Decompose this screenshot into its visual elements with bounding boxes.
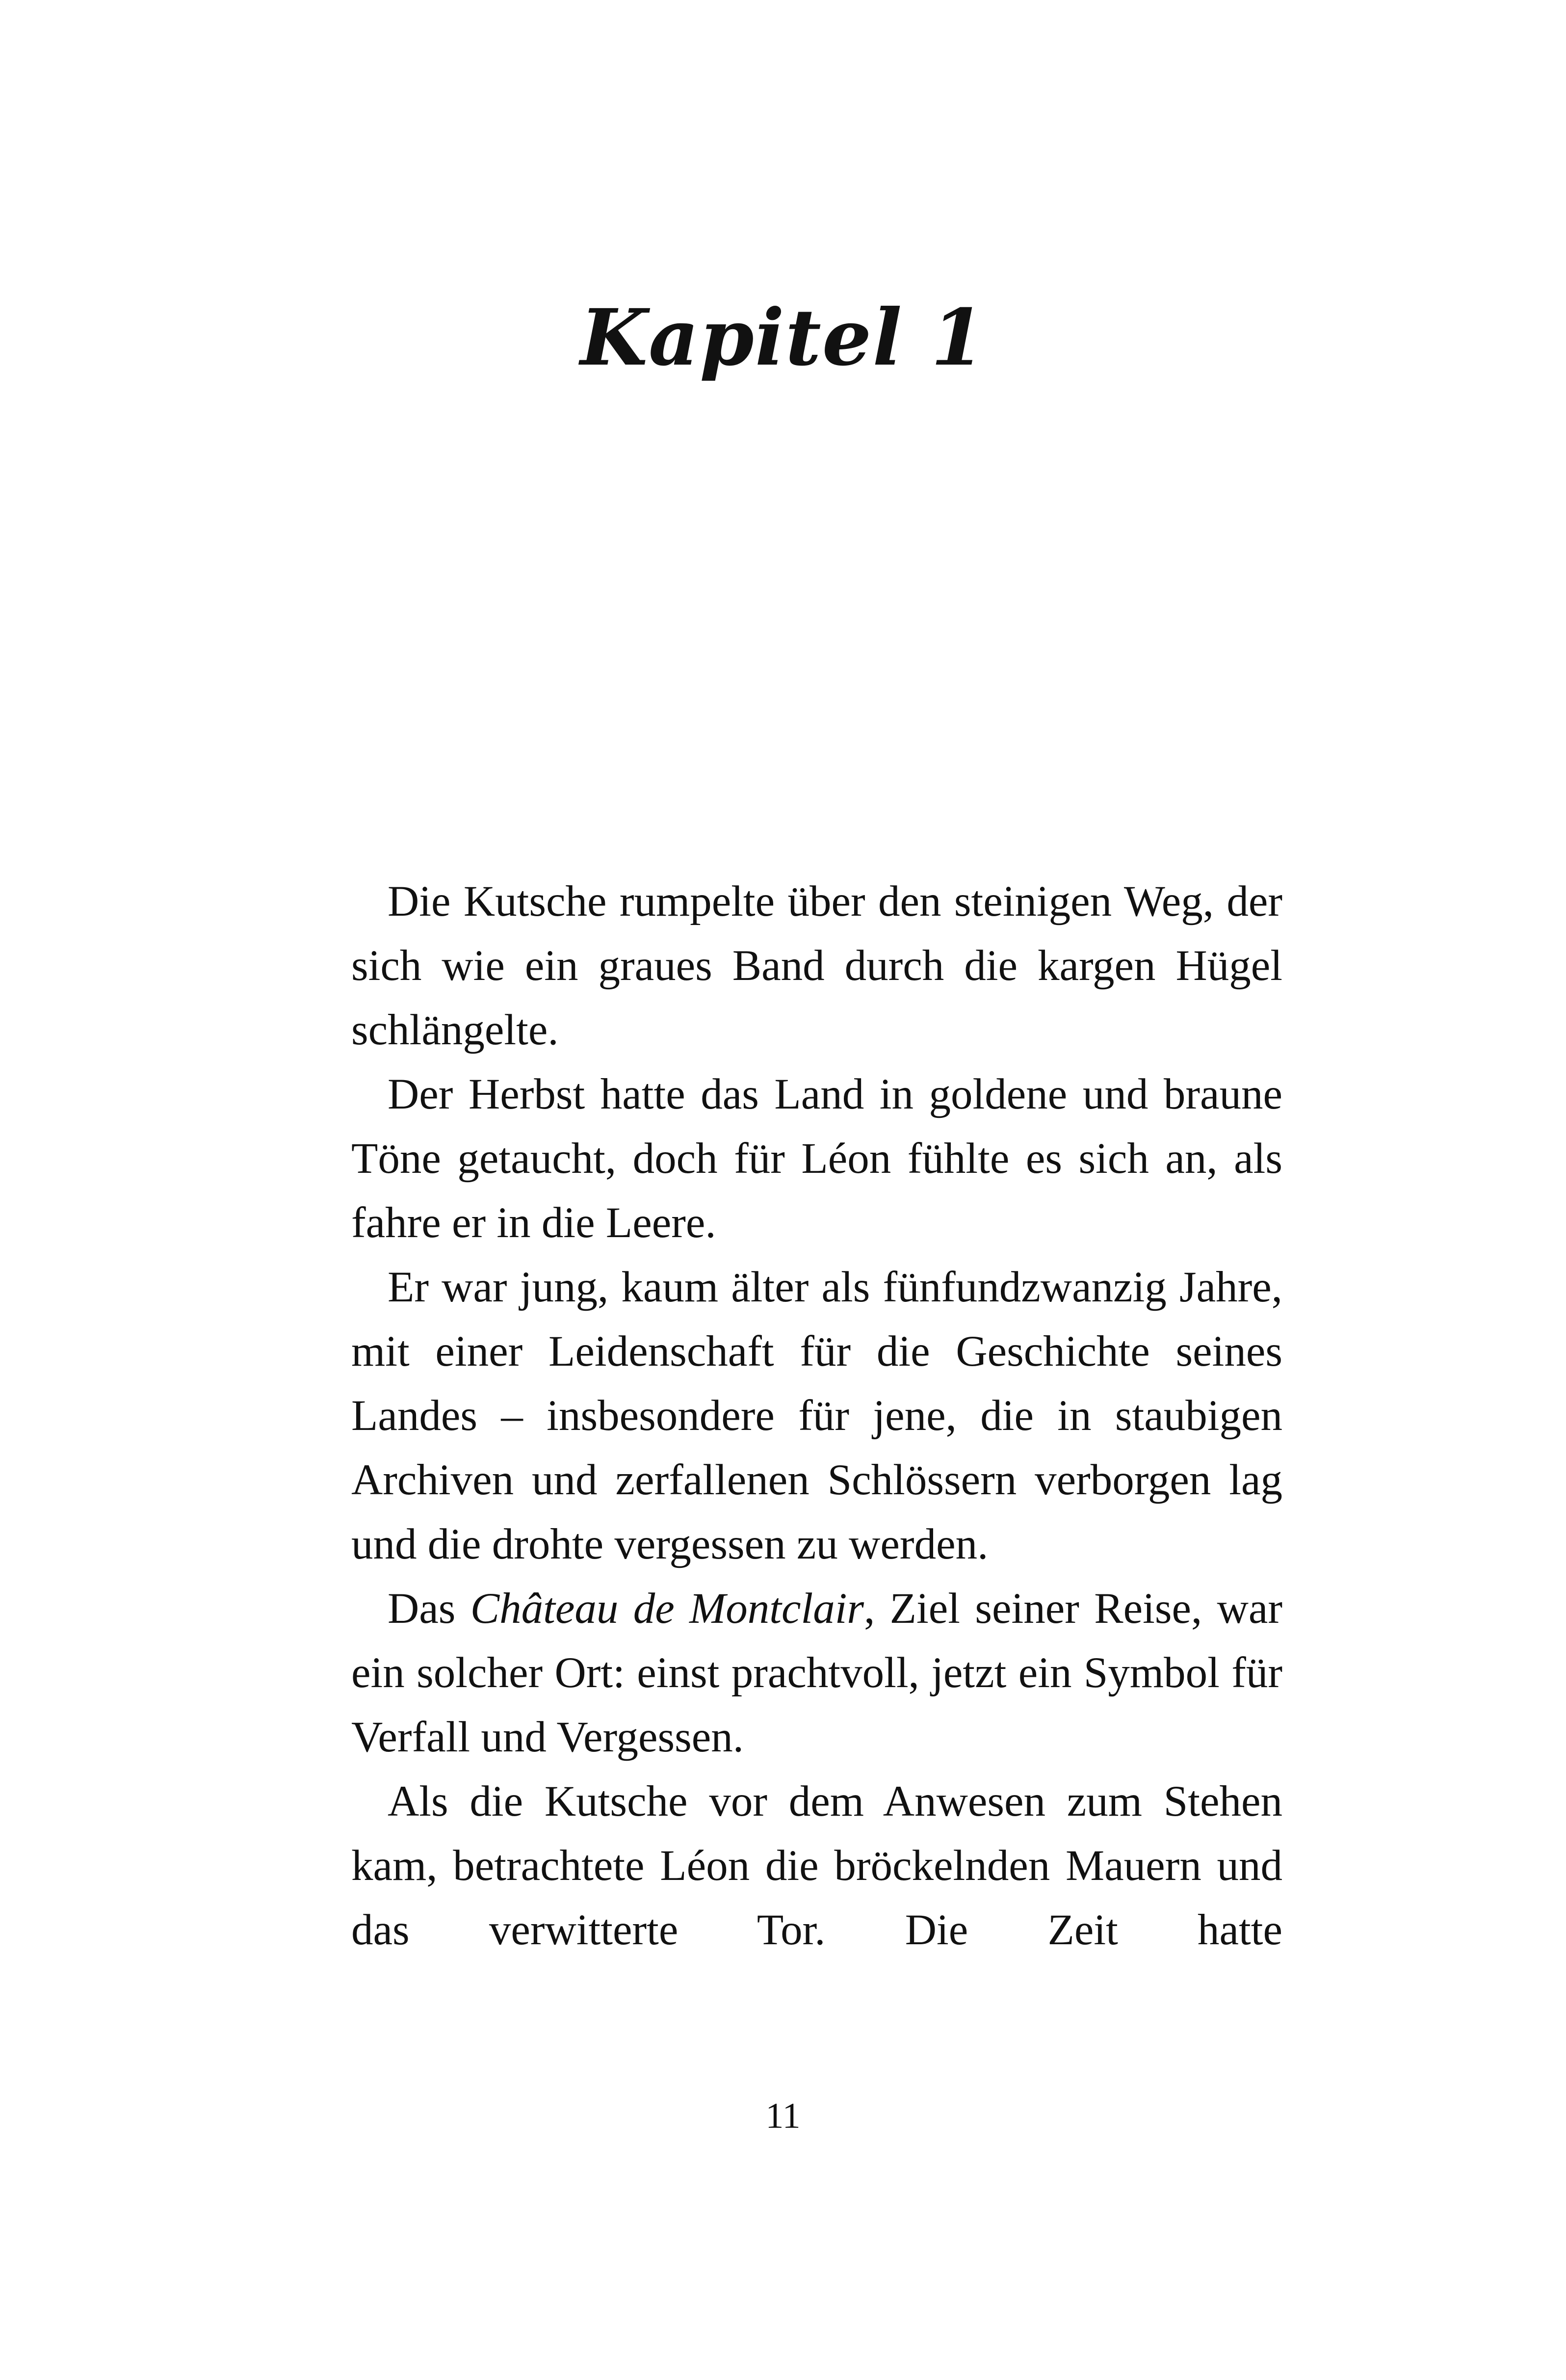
- castle-name: Château de Montclair: [470, 1585, 864, 1633]
- paragraph-text: Das: [388, 1585, 470, 1633]
- chapter-title: Kapitel 1: [580, 292, 986, 383]
- paragraph: Der Herbst hatte das Land in goldene und braune Töne getaucht, doch für Léon fühlte es sich an, als fahre er in die Leere.: [351, 1070, 1282, 1247]
- body-text: [351, 870, 1282, 1962]
- paragraph: Die Kutsche rumpelte über den steinigen Weg, der sich wie ein graues Band durch die kargen Hügel schlängelte.: [351, 877, 1282, 1054]
- paragraph: Er war jung, kaum älter als fünfundzwanzig Jahre, mit einer Leidenschaft für die Geschichte seines Landes – insbesondere für jene, die in staubigen Archiven und zerfallenen Schlössern verborgen lag und die drohte vergessen zu werden.: [351, 1263, 1282, 1568]
- page-number: 11: [765, 2096, 801, 2136]
- paragraph: Als die Kutsche vor dem Anwesen zum Stehen kam, betrachtete Léon die bröckelnden Mauern und das verwitterte Tor. Die Zeit hatte: [351, 1777, 1282, 1954]
- paragraph-text: , Ziel seiner Reise, war ein solcher Ort: einst prachtvoll, jetzt ein Symbol für Verfall und Vergessen.: [351, 1585, 1282, 1761]
- paragraph: [351, 1577, 1282, 1770]
